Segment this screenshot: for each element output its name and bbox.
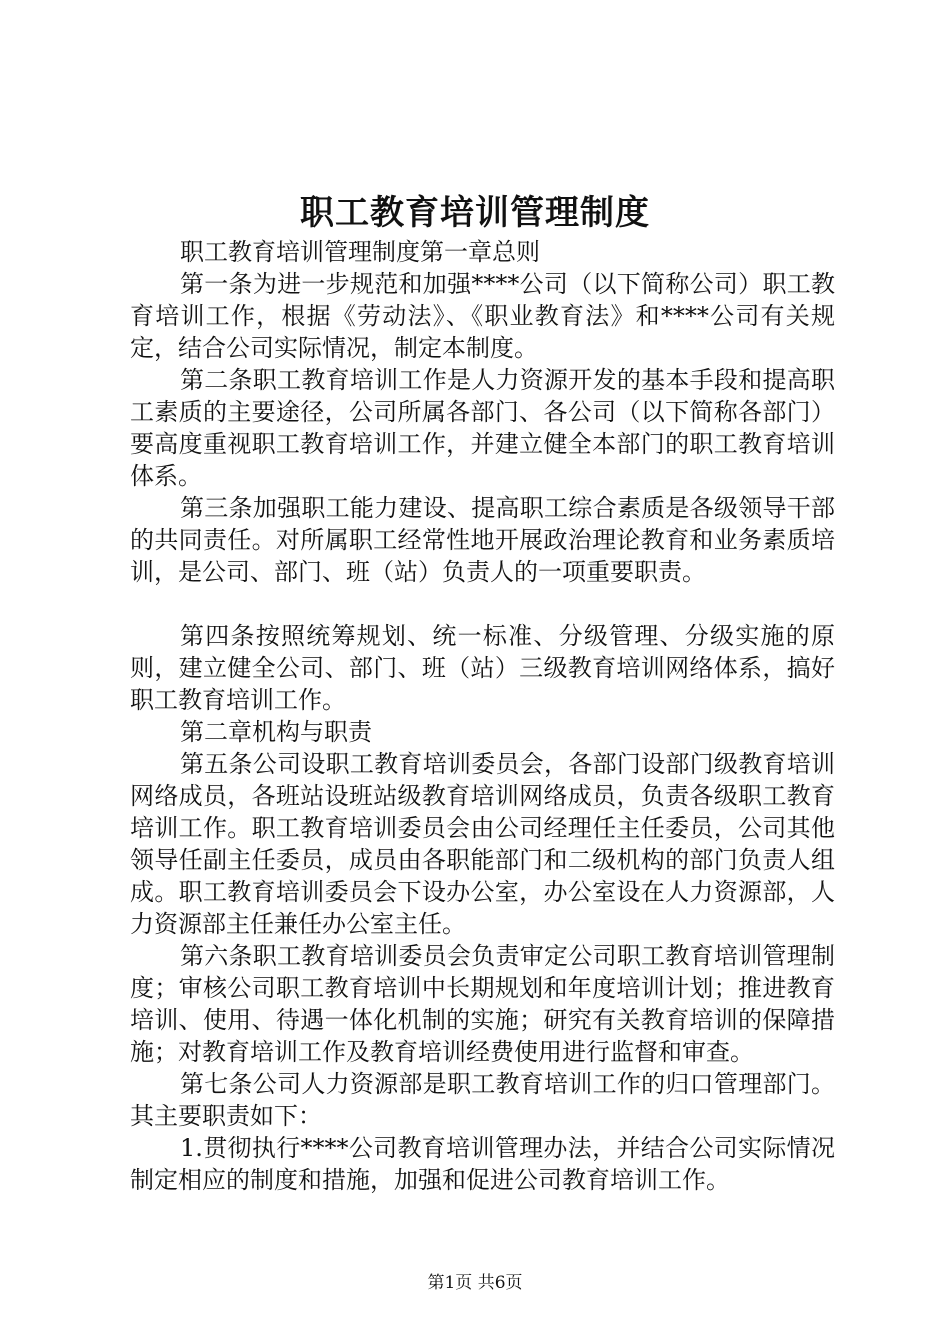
- paragraph-chapter-2-heading: 第二章机构与职责: [180, 718, 372, 746]
- paragraph-article-5: 第五条公司设职工教育培训委员会，各部门设部门级教育培训网络成员，各班站设班站级教育培训网络成员，负责各级职工教育培训工作。职工教育培训委员会由公司经理任主任委员，公司其他领导任副主任委员，成员由各职能部门和二级机构的部门负责人组成。职工教育培训委员会下设办公室，办公室设在人力资源部，人力资源部主任兼任办公室主任。: [130, 750, 835, 938]
- paragraph-article-7-item-1: 1.贯彻执行****公司教育培训管理办法，并结合公司实际情况制定相应的制度和措施，加强和促进公司教育培训工作。: [130, 1134, 835, 1194]
- paragraph-chapter-1-heading: 职工教育培训管理制度第一章总则: [180, 238, 540, 266]
- paragraph-article-1: 第一条为进一步规范和加强****公司（以下简称公司）职工教育培训工作，根据《劳动法》、《职业教育法》和****公司有关规定，结合公司实际情况，制定本制度。: [130, 270, 835, 362]
- paragraph-article-2: 第二条职工教育培训工作是人力资源开发的基本手段和提高职工素质的主要途径，公司所属各部门、各公司（以下简称各部门）要高度重视职工教育培训工作，并建立健全本部门的职工教育培训体系。: [130, 366, 835, 490]
- document-title: 职工教育培训管理制度: [300, 193, 650, 233]
- document-body: [130, 236, 835, 1196]
- paragraph-article-7: 第七条公司人力资源部是职工教育培训工作的归口管理部门。其主要职责如下：: [130, 1070, 835, 1130]
- paragraph-article-3: 第三条加强职工能力建设、提高职工综合素质是各级领导干部的共同责任。对所属职工经常性地开展政治理论教育和业务素质培训，是公司、部门、班（站）负责人的一项重要职责。: [130, 494, 835, 586]
- paragraph-article-6: 第六条职工教育培训委员会负责审定公司职工教育培训管理制度；审核公司职工教育培训中长期规划和年度培训计划；推进教育培训、使用、待遇一体化机制的实施；研究有关教育培训的保障措施；对教育培训工作及教育培训经费使用进行监督和审查。: [130, 942, 835, 1066]
- page-footer: 第1页 共6页: [427, 1273, 523, 1293]
- paragraph-article-4: 第四条按照统筹规划、统一标准、分级管理、分级实施的原则，建立健全公司、部门、班（站）三级教育培训网络体系，搞好职工教育培训工作。: [130, 622, 835, 714]
